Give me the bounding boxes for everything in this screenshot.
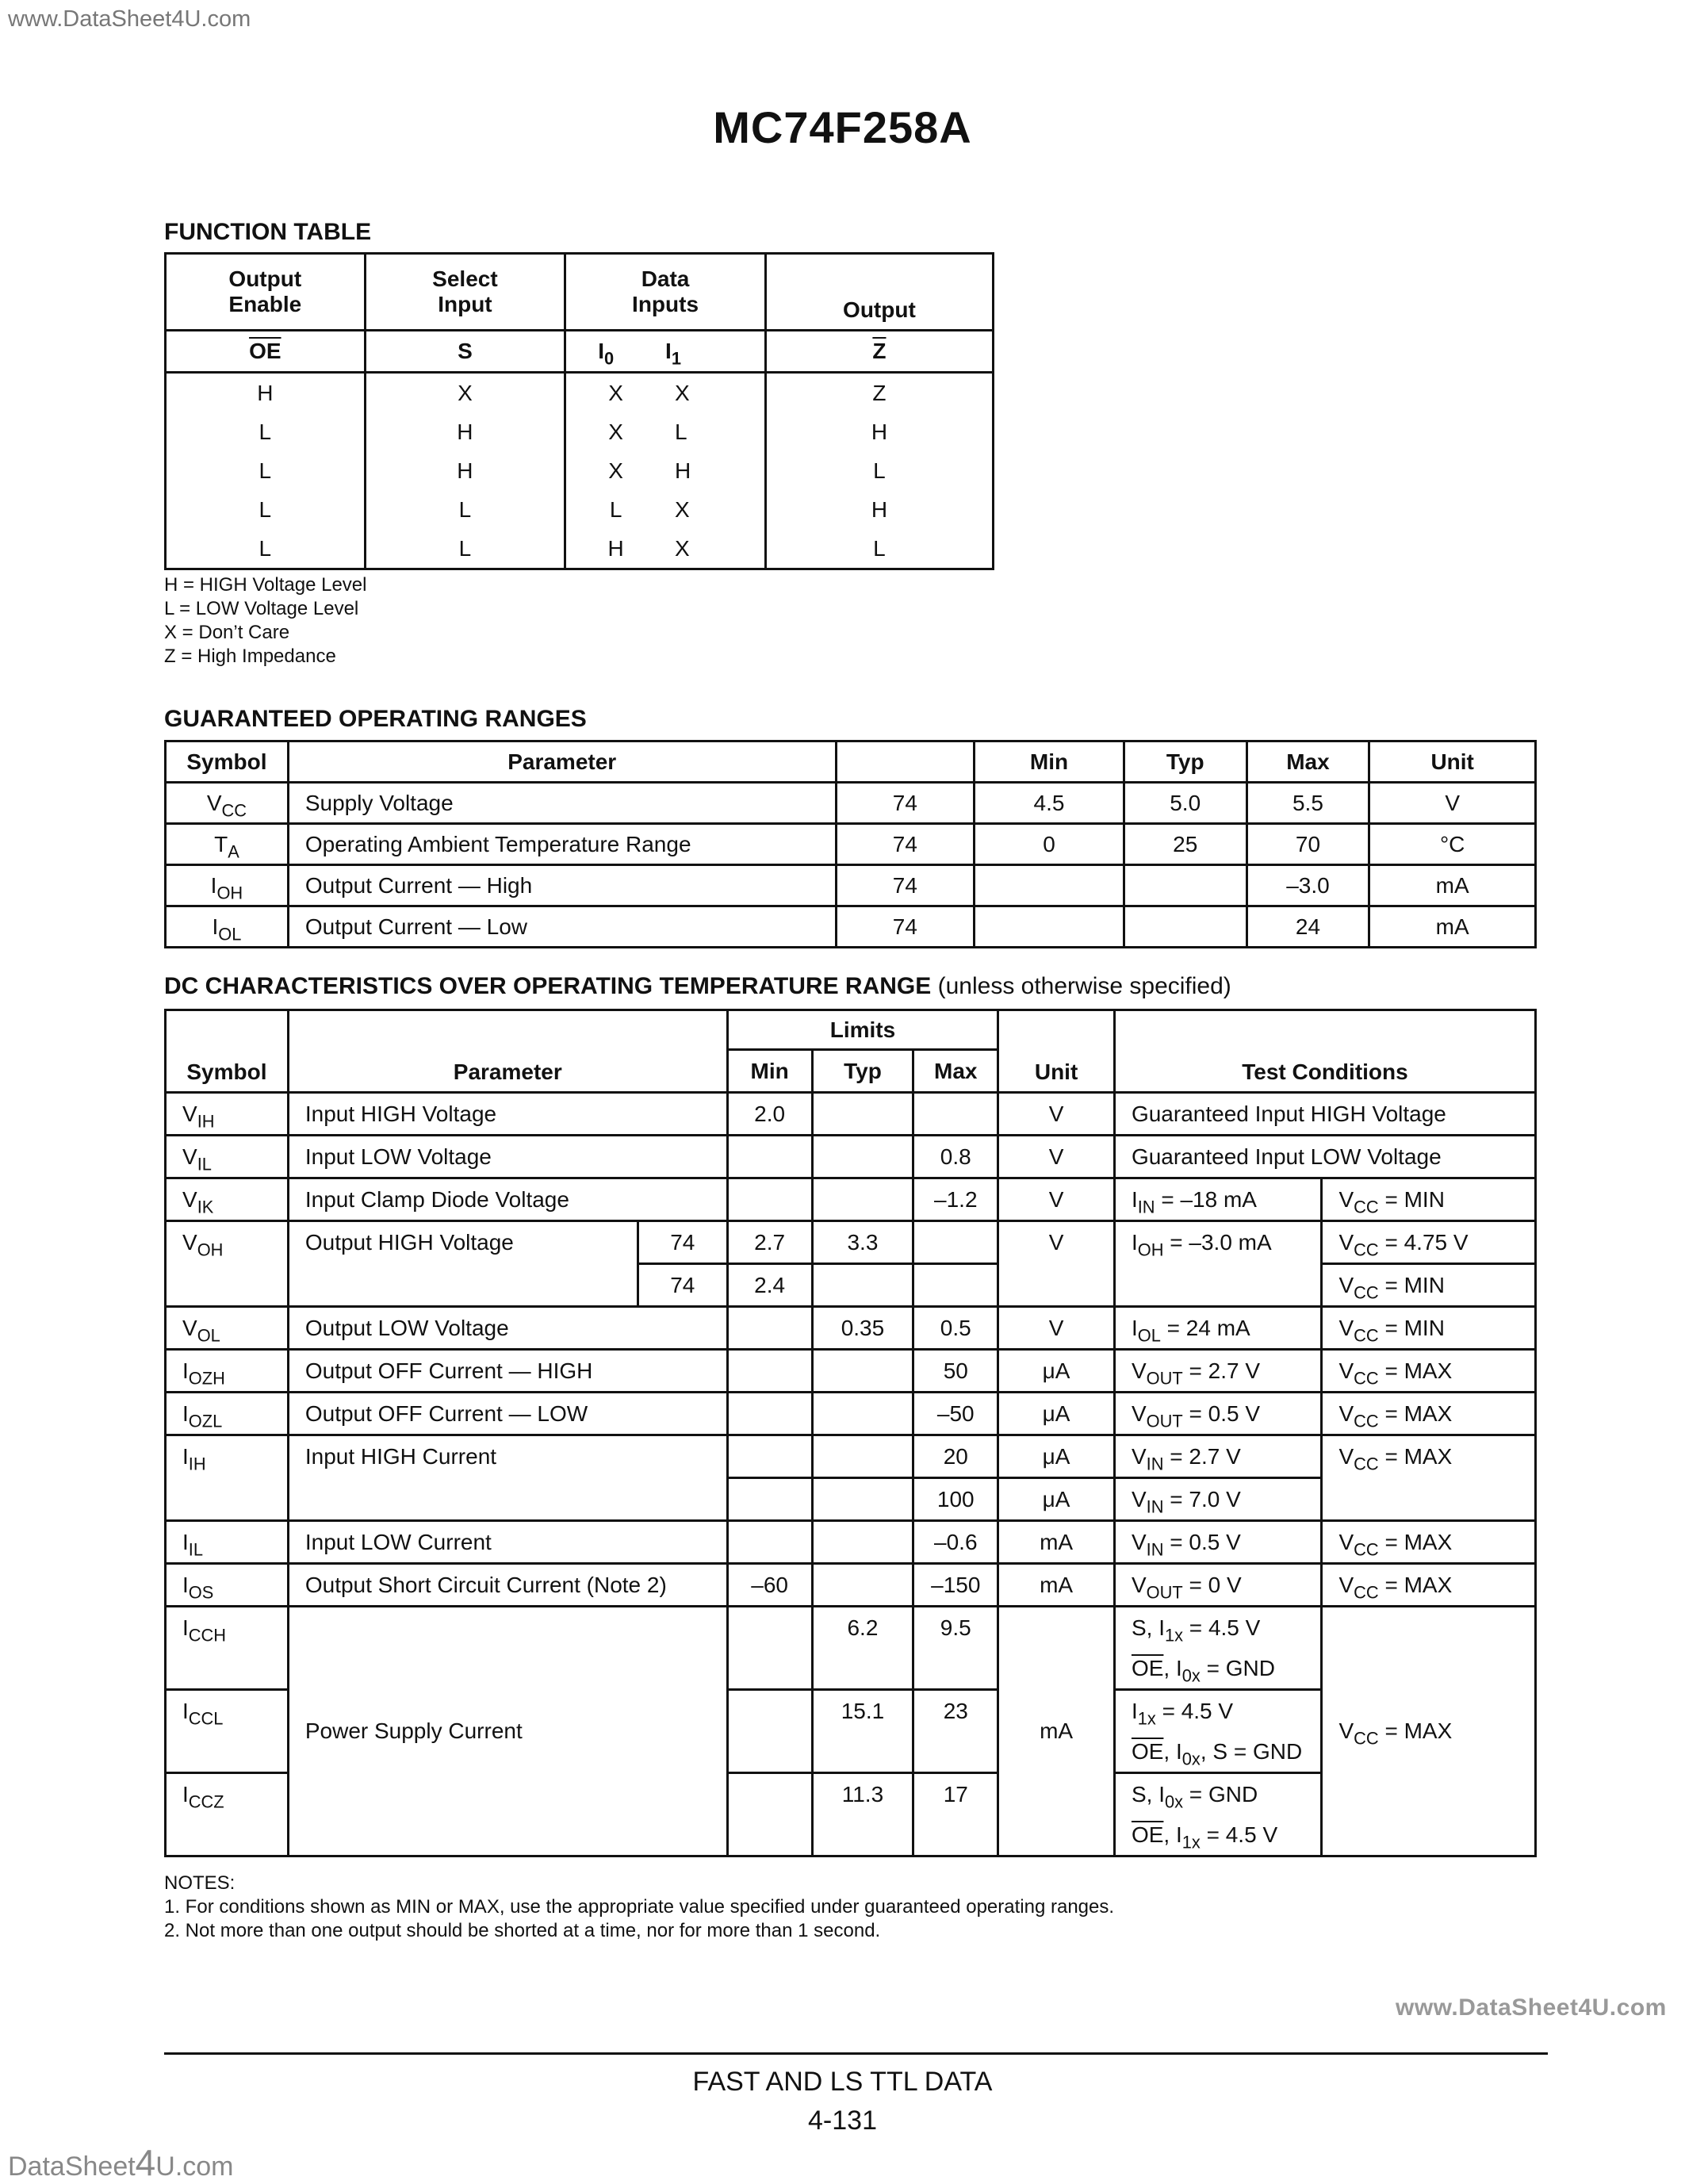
max: 17: [913, 1773, 998, 1856]
dc-characteristics-table: [164, 1009, 1537, 1857]
header-unit: Unit: [998, 1010, 1115, 1093]
note-item: 1. For conditions shown as MIN or MAX, use the appropriate value specified under guaranteed operating ranges.: [164, 1896, 1115, 1918]
symbol-z: $\overline{Z}$: [765, 331, 993, 373]
max: 70: [1247, 824, 1369, 865]
parameter: Output OFF Current — HIGH: [288, 1350, 727, 1393]
max: –0.6: [913, 1521, 998, 1564]
table-cell: L: [166, 490, 366, 529]
max: –50: [913, 1393, 998, 1435]
unit: V: [998, 1307, 1115, 1350]
table-row: [166, 1607, 1536, 1649]
test-condition: $I_{OL} = 24$ mA: [1114, 1307, 1322, 1350]
table-row: [166, 1435, 1536, 1478]
table-cell: H: [365, 451, 565, 490]
table-cell: X L: [565, 412, 766, 451]
symbol-oe: $\overline{OE}$: [166, 331, 366, 373]
legend-item: Z = High Impedance: [164, 646, 336, 667]
table-cell: H: [765, 412, 993, 451]
max: –3.0: [1247, 865, 1369, 906]
table-cell: H: [166, 373, 366, 413]
symbol: $V_{IH}$: [166, 1093, 289, 1136]
parameter: Input HIGH Current: [288, 1435, 727, 1521]
test-condition: $V_{OUT} = 0.5$ V: [1114, 1393, 1322, 1435]
table-cell: L: [365, 529, 565, 569]
test-condition: $V_{CC}$ = MAX: [1322, 1435, 1536, 1521]
header-max: Max: [1247, 741, 1369, 783]
table-cell: L: [765, 529, 993, 569]
max: 0.8: [913, 1136, 998, 1178]
watermark-bottom: DataSheet4U.com: [8, 2142, 234, 2183]
min: 2.7: [727, 1221, 812, 1264]
header-min: Min: [975, 741, 1124, 783]
min: 0: [975, 824, 1124, 865]
table-cell: L: [166, 451, 366, 490]
test-condition: $V_{OUT} = 2.7$ V: [1114, 1350, 1322, 1393]
footer-title: FAST AND LS TTL DATA: [692, 2067, 993, 2097]
table-cell: L: [166, 412, 366, 451]
symbol-inputs: $I_0$ $I_1$: [565, 331, 766, 373]
test-condition: $V_{CC}$ = MIN: [1322, 1264, 1536, 1307]
header-output-enable: Output Enable: [166, 254, 366, 331]
symbol: $V_{OH}$: [166, 1221, 289, 1307]
test-condition: Guaranteed Input HIGH Voltage: [1114, 1093, 1535, 1136]
unit: V: [998, 1221, 1115, 1307]
table-row: [166, 1564, 1536, 1607]
symbol: $I_{OZH}$: [166, 1350, 289, 1393]
max: 23: [913, 1690, 998, 1773]
test-condition: $V_{CC}$ = MIN: [1322, 1307, 1536, 1350]
header-select-input: Select Input: [365, 254, 565, 331]
test-condition: $V_{CC}$ = MAX: [1322, 1350, 1536, 1393]
min: 2.0: [727, 1093, 812, 1136]
legend-item: H = HIGH Voltage Level: [164, 574, 367, 596]
unit: mA: [1369, 865, 1536, 906]
header-symbol: Symbol: [166, 741, 289, 783]
unit: μA: [998, 1478, 1115, 1521]
table-cell: H: [365, 412, 565, 451]
unit: mA: [998, 1564, 1115, 1607]
test-condition: $V_{CC}$ = MIN: [1322, 1178, 1536, 1221]
page-number: 4-131: [808, 2105, 877, 2136]
device: 74: [638, 1264, 727, 1307]
unit: V: [998, 1136, 1115, 1178]
symbol: $V_{IL}$: [166, 1136, 289, 1178]
symbol: $I_{IL}$: [166, 1521, 289, 1564]
test-condition: S, $I_{0x}$ = GND: [1114, 1773, 1322, 1815]
unit: mA: [998, 1521, 1115, 1564]
table-row: [166, 824, 1536, 865]
parameter: Output Current — Low: [288, 906, 836, 948]
header-typ: Typ: [812, 1050, 913, 1093]
device: 74: [836, 824, 975, 865]
max: 9.5: [913, 1607, 998, 1690]
symbol: $V_{IK}$: [166, 1178, 289, 1221]
symbol: $I_{CCH}$: [166, 1607, 289, 1690]
table-cell: L: [365, 490, 565, 529]
table-cell: X X: [565, 373, 766, 413]
test-condition: $\overline{OE}$, $I_{1x} = 4.5$ V: [1114, 1814, 1322, 1856]
test-condition: $V_{CC} = 4.75$ V: [1322, 1221, 1536, 1264]
table-cell: L X: [565, 490, 766, 529]
test-condition: $I_{1x} = 4.5$ V: [1114, 1690, 1322, 1732]
test-condition: $I_{OH} = -3.0$ mA: [1114, 1221, 1322, 1307]
min: –60: [727, 1564, 812, 1607]
legend-item: X = Don’t Care: [164, 622, 290, 643]
watermark-right: www.DataSheet4U.com: [1396, 1994, 1667, 2021]
unit: mA: [998, 1607, 1115, 1856]
typ: 6.2: [812, 1607, 913, 1690]
header-test-conditions: Test Conditions: [1114, 1010, 1535, 1093]
symbol: $V_{CC}$: [166, 783, 289, 824]
table-row: [166, 1350, 1536, 1393]
function-table: [164, 252, 994, 570]
notes-heading: NOTES:: [164, 1872, 236, 1894]
footer-divider: [164, 2052, 1548, 2055]
notes: [164, 1872, 1114, 1943]
test-condition: $V_{CC}$ = MAX: [1322, 1521, 1536, 1564]
unit: μA: [998, 1393, 1115, 1435]
page-title: MC74F258A: [713, 102, 972, 152]
header-unit: Unit: [1369, 741, 1536, 783]
symbol: $I_{OS}$: [166, 1564, 289, 1607]
max: –150: [913, 1564, 998, 1607]
parameter: Operating Ambient Temperature Range: [288, 824, 836, 865]
table-row: [166, 1521, 1536, 1564]
test-condition: $V_{CC}$ = MAX: [1322, 1564, 1536, 1607]
header-parameter: Parameter: [288, 741, 836, 783]
typ: 11.3: [812, 1773, 913, 1856]
device: 74: [836, 865, 975, 906]
header-limits: Limits: [727, 1010, 998, 1050]
table-row: [166, 1093, 1536, 1136]
note-item: 2. Not more than one output should be shorted at a time, nor for more than 1 second.: [164, 1920, 881, 1941]
parameter: Input Clamp Diode Voltage: [288, 1178, 727, 1221]
test-condition: $\overline{OE}$, $I_{0x}$ = GND: [1114, 1648, 1322, 1690]
table-cell: X: [365, 373, 565, 413]
parameter: Power Supply Current: [288, 1607, 727, 1856]
device: 74: [638, 1221, 727, 1264]
min: [975, 906, 1124, 948]
typ: 15.1: [812, 1690, 913, 1773]
typ: 25: [1124, 824, 1247, 865]
test-condition: $V_{CC}$ = MAX: [1322, 1607, 1536, 1856]
symbol: $I_{IH}$: [166, 1435, 289, 1521]
operating-ranges-table: [164, 740, 1537, 948]
table-row: [166, 865, 1536, 906]
typ: [1124, 865, 1247, 906]
symbol: $T_A$: [166, 824, 289, 865]
test-condition: $V_{OUT} = 0$ V: [1114, 1564, 1322, 1607]
max: 5.5: [1247, 783, 1369, 824]
min: 4.5: [975, 783, 1124, 824]
typ: 0.35: [812, 1307, 913, 1350]
symbol: $I_{OL}$: [166, 906, 289, 948]
table-row: [166, 1136, 1536, 1178]
unit: V: [998, 1093, 1115, 1136]
header-device: [836, 741, 975, 783]
operating-ranges-heading: GUARANTEED OPERATING RANGES: [164, 706, 587, 732]
test-condition: $V_{IN} = 0.5$ V: [1114, 1521, 1322, 1564]
test-condition: $\overline{OE}$, $I_{0x}$, S = GND: [1114, 1731, 1322, 1773]
parameter: Output Current — High: [288, 865, 836, 906]
table-row: [166, 1178, 1536, 1221]
test-condition: Guaranteed Input LOW Voltage: [1114, 1136, 1535, 1178]
parameter: Output HIGH Voltage: [288, 1221, 638, 1307]
device: 74: [836, 906, 975, 948]
max: 0.5: [913, 1307, 998, 1350]
table-cell: X H: [565, 451, 766, 490]
max: 20: [913, 1435, 998, 1478]
parameter: Input HIGH Voltage: [288, 1093, 727, 1136]
max: –1.2: [913, 1178, 998, 1221]
table-cell: Z: [765, 373, 993, 413]
header-data-inputs: Data Inputs: [565, 254, 766, 331]
parameter: Input LOW Current: [288, 1521, 727, 1564]
header-max: Max: [913, 1050, 998, 1093]
legend-item: L = LOW Voltage Level: [164, 598, 359, 619]
table-cell: L: [765, 451, 993, 490]
table-row: [166, 783, 1536, 824]
parameter: Supply Voltage: [288, 783, 836, 824]
typ: 3.3: [812, 1221, 913, 1264]
typ: 5.0: [1124, 783, 1247, 824]
watermark-top: www.DataSheet4U.com: [8, 6, 251, 32]
symbol: $I_{CCL}$: [166, 1690, 289, 1773]
test-condition: $I_{IN} = -18$ mA: [1114, 1178, 1322, 1221]
table-cell: H: [765, 490, 993, 529]
device: 74: [836, 783, 975, 824]
max: 100: [913, 1478, 998, 1521]
test-condition: $V_{IN} = 2.7$ V: [1114, 1435, 1322, 1478]
function-table-legend: [164, 573, 366, 669]
table-row: [166, 1393, 1536, 1435]
test-condition: $V_{IN} = 7.0$ V: [1114, 1478, 1322, 1521]
symbol: $V_{OL}$: [166, 1307, 289, 1350]
test-condition: $V_{CC}$ = MAX: [1322, 1393, 1536, 1435]
typ: [1124, 906, 1247, 948]
function-table-heading: FUNCTION TABLE: [164, 219, 372, 245]
parameter: Output Short Circuit Current (Note 2): [288, 1564, 727, 1607]
header-min: Min: [727, 1050, 812, 1093]
header-symbol: Symbol: [166, 1010, 289, 1093]
table-row: [166, 1221, 1536, 1264]
header-typ: Typ: [1124, 741, 1247, 783]
parameter: Input LOW Voltage: [288, 1136, 727, 1178]
parameter: Output OFF Current — LOW: [288, 1393, 727, 1435]
table-row: [166, 1307, 1536, 1350]
table-row: [166, 906, 1536, 948]
symbol: $I_{CCZ}$: [166, 1773, 289, 1856]
table-cell: H X: [565, 529, 766, 569]
header-parameter: Parameter: [288, 1010, 727, 1093]
header-output: Output: [765, 254, 993, 331]
unit: μA: [998, 1435, 1115, 1478]
unit: mA: [1369, 906, 1536, 948]
dc-heading: DC CHARACTERISTICS OVER OPERATING TEMPERATURE RANGE (unless otherwise specified): [164, 973, 1231, 999]
symbol: $I_{OH}$: [166, 865, 289, 906]
unit: V: [1369, 783, 1536, 824]
unit: °C: [1369, 824, 1536, 865]
max: 24: [1247, 906, 1369, 948]
table-cell: L: [166, 529, 366, 569]
symbol: $I_{OZL}$: [166, 1393, 289, 1435]
min: 2.4: [727, 1264, 812, 1307]
unit: μA: [998, 1350, 1115, 1393]
test-condition: S, $I_{1x} = 4.5$ V: [1114, 1607, 1322, 1649]
unit: V: [998, 1178, 1115, 1221]
symbol-s: S: [365, 331, 565, 373]
parameter: Output LOW Voltage: [288, 1307, 727, 1350]
min: [975, 865, 1124, 906]
max: 50: [913, 1350, 998, 1393]
